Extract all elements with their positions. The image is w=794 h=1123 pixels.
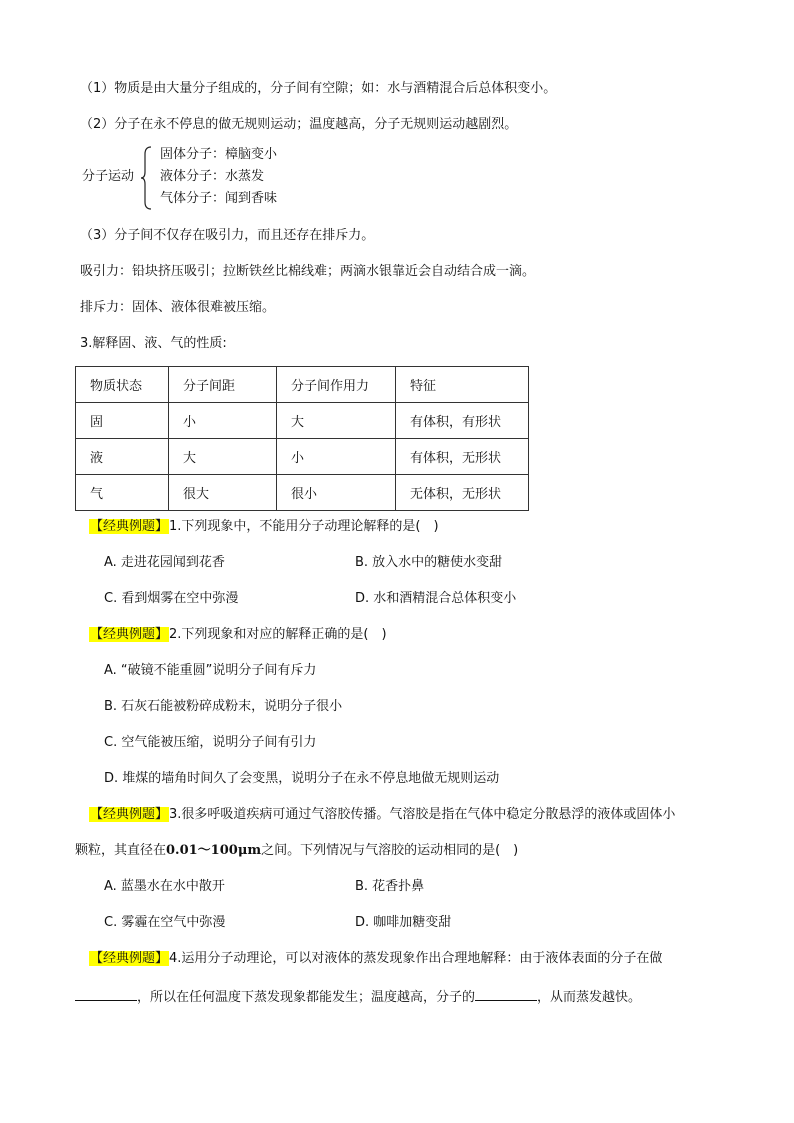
- question-1: [89, 518, 439, 536]
- table-row: [76, 439, 529, 475]
- q1-option-a: A. 走进花园闻到花香: [104, 555, 225, 570]
- q3-stem-post: 之间。下列情况与气溶胶的运动相同的是( ): [261, 843, 519, 858]
- q1-option-b: B. 放入水中的糖使水变甜: [355, 555, 503, 570]
- states-table: [75, 366, 529, 511]
- question-4-stem: 4.运用分子动理论，可以对液体的蒸发现象作出合理地解释：由于液体表面的分子在做: [169, 951, 663, 966]
- table-header-row: [76, 367, 529, 403]
- table-cell: 有体积，无形状: [396, 439, 529, 475]
- question-2-stem: 2.下列现象和对应的解释正确的是( ): [169, 627, 387, 642]
- example-tag: 【经典例题】: [90, 807, 169, 822]
- brace-icon: [140, 146, 152, 210]
- q2-option-a: A. “破镜不能重圆”说明分子间有斥力: [104, 663, 317, 678]
- table-cell: 很小: [277, 475, 396, 511]
- table-cell: 有体积，有形状: [396, 403, 529, 439]
- question-4: [89, 950, 662, 968]
- point-3: （3）分子间不仅存在吸引力，而且还存在排斥力。: [80, 228, 375, 243]
- motion-item-solid: 固体分子：樟脑变小: [160, 147, 278, 162]
- attraction-examples: 吸引力：铅块挤压吸引；拉断铁丝比棉线难；两滴水银靠近会自动结合成一滴。: [80, 264, 536, 279]
- motion-item-liquid: 液体分子：水蒸发: [160, 169, 265, 184]
- answer-blank-1[interactable]: [75, 986, 137, 1001]
- table-row: [76, 403, 529, 439]
- q3-option-a: A. 蓝墨水在水中散开: [104, 879, 225, 894]
- example-tag: 【经典例题】: [90, 627, 169, 642]
- q2-option-c: C. 空气能被压缩，说明分子间有引力: [104, 735, 317, 750]
- q2-option-b: B. 石灰石能被粉碎成粉末，说明分子很小: [104, 699, 343, 714]
- table-cell: 小: [277, 439, 396, 475]
- question-1-stem: 1.下列现象中，不能用分子动理论解释的是( ): [169, 519, 439, 534]
- q1-option-c: C. 看到烟雾在空中弥漫: [104, 591, 239, 606]
- question-4-line-2: [75, 986, 641, 1007]
- table-row: [76, 475, 529, 511]
- q1-option-d: D. 水和酒精混合总体积变小: [355, 591, 517, 606]
- question-3-stem: 3.很多呼吸道疾病可通过气溶胶传播。气溶胶是指在气体中稳定分散悬浮的液体或固体小: [169, 807, 676, 822]
- table-cell: 很大: [169, 475, 277, 511]
- question-3: [89, 806, 675, 824]
- table-header: 特征: [396, 367, 529, 403]
- example-tag: 【经典例题】: [90, 519, 169, 534]
- table-cell: 无体积，无形状: [396, 475, 529, 511]
- repulsion-examples: 排斥力：固体、液体很难被压缩。: [80, 300, 276, 315]
- point-1: （1）物质是由大量分子组成的，分子间有空隙；如：水与酒精混合后总体积变小。: [80, 81, 557, 96]
- table-cell: 大: [169, 439, 277, 475]
- point-2: （2）分子在永不停息的做无规则运动；温度越高，分子无规则运动越剧烈。: [80, 117, 518, 132]
- question-3-stem-line-2: [75, 842, 518, 860]
- q3-option-d: D. 咖啡加糖变甜: [355, 915, 452, 930]
- question-2: [89, 626, 387, 644]
- table-header: 分子间作用力: [277, 367, 396, 403]
- table-cell: 小: [169, 403, 277, 439]
- q2-option-d: D. 堆煤的墙角时间久了会变黑，说明分子在永不停息地做无规则运动: [104, 771, 500, 786]
- table-cell: 液: [76, 439, 169, 475]
- q3-option-b: B. 花香扑鼻: [355, 879, 425, 894]
- example-tag: 【经典例题】: [90, 951, 169, 966]
- motion-item-gas: 气体分子：闻到香味: [160, 191, 278, 206]
- answer-blank-2[interactable]: [475, 986, 537, 1001]
- q3-stem-pre: 颗粒，其直径在: [75, 843, 167, 858]
- q4-line2-mid: ，所以在任何温度下蒸发现象都能发生；温度越高，分子的: [137, 990, 476, 1005]
- table-header: 分子间距: [169, 367, 277, 403]
- q3-stem-number: 0.01～100μm: [166, 843, 262, 858]
- q3-option-c: C. 雾霾在空气中弥漫: [104, 915, 226, 930]
- table-cell: 固: [76, 403, 169, 439]
- table-cell: 大: [277, 403, 396, 439]
- section-3-title: 3.解释固、液、气的性质:: [80, 336, 227, 351]
- table-cell: 气: [76, 475, 169, 511]
- table-header: 物质状态: [76, 367, 169, 403]
- motion-label: 分子运动: [82, 169, 135, 184]
- q4-line2-end: ，从而蒸发越快。: [537, 990, 642, 1005]
